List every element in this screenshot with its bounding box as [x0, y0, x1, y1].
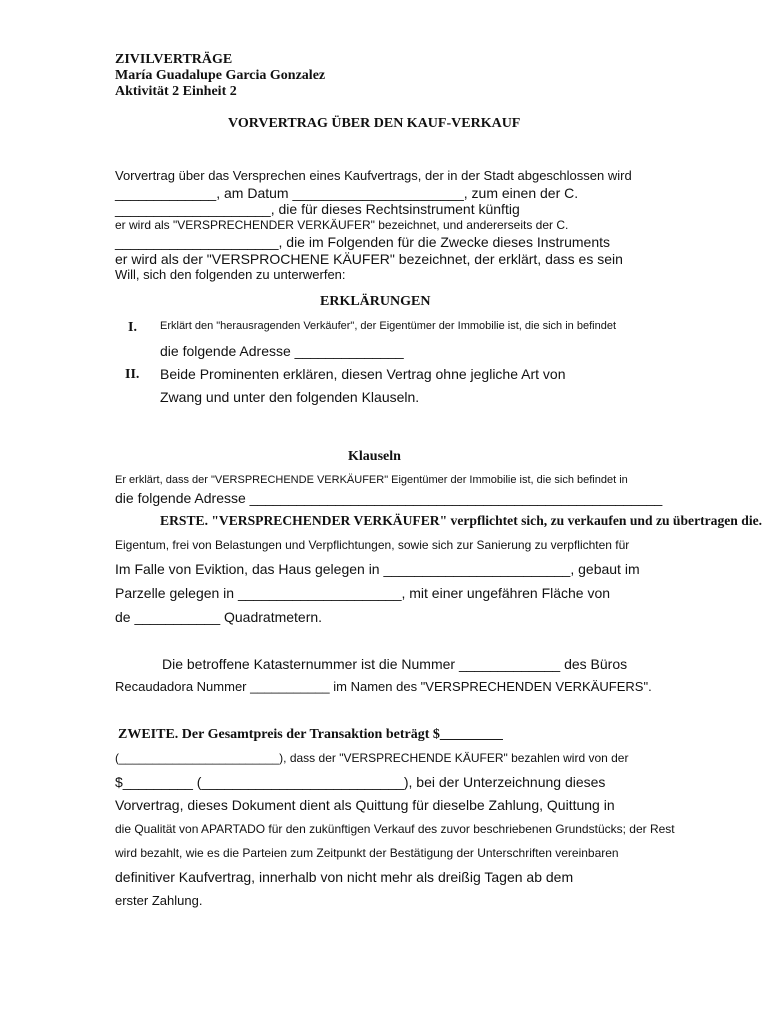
author-name: María Guadalupe Garcia Gonzalez: [115, 68, 326, 83]
second-clause-line: erster Zahlung.: [115, 893, 203, 908]
intro-line: Will, sich den folgenden zu unterwerfen:: [115, 267, 346, 282]
intro-line: _____________, am Datum ______________________, zum einen der C.: [115, 185, 579, 201]
second-clause-line: wird bezahlt, wie es die Parteien zum Zeitpunkt der Bestätigung der Unterschriften vereinbaren: [115, 846, 619, 860]
declaration-text: Erklärt den "herausragenden Verkäufer", der Eigentümer der Immobilie ist, die sich in befindet: [160, 320, 616, 332]
first-clause-heading: ERSTE. "VERSPRECHENDER VERKÄUFER" verpflichtet sich, zu verkaufen und zu übertragen die.: [160, 514, 763, 529]
clauses-preamble: Er erklärt, dass der "VERSPRECHENDE VERKÄUFER" Eigentümer der Immobilie ist, die sich befindet in: [115, 474, 628, 486]
first-clause-line: Eigentum, frei von Belastungen und Verpflichtungen, sowie sich zur Sanierung zu verpflichten für: [115, 538, 630, 552]
first-clause-line: Parzelle gelegen in _____________________, mit einer ungefähren Fläche von: [115, 585, 611, 601]
second-clause-line: die Qualität von APARTADO für den zukünftigen Verkauf des zuvor beschriebenen Grundstücks; der Rest: [115, 822, 675, 836]
intro-line: _____________________, die im Folgenden für die Zwecke dieses Instruments: [115, 234, 610, 250]
intro-line: ____________________, die für dieses Rechtsinstrument künftig: [115, 201, 520, 217]
second-clause-line: Vorvertrag, dieses Dokument dient als Quittung für dieselbe Zahlung, Quittung in: [115, 797, 615, 813]
intro-line: er wird als der "VERSPROCHENE KÄUFER" bezeichnet, der erklärt, dass es sein: [115, 251, 623, 267]
clauses-preamble: die folgende Adresse _____________________________________________________: [115, 490, 663, 506]
second-clause-heading: ZWEITE. Der Gesamtpreis der Transaktion beträgt $_________: [118, 727, 503, 742]
declaration-text: Beide Prominenten erklären, diesen Vertrag ohne jegliche Art von: [160, 366, 566, 382]
activity-label: Aktivität 2 Einheit 2: [115, 84, 237, 99]
intro-line: er wird als "VERSPRECHENDER VERKÄUFER" bezeichnet, und andererseits der C.: [115, 218, 569, 232]
second-clause-line: definitiver Kaufvertrag, innerhalb von nicht mehr als dreißig Tagen ab dem: [115, 869, 574, 885]
cadastre-line: Recaudadora Nummer ___________ im Namen des "VERSPRECHENDEN VERKÄUFERS".: [115, 679, 652, 694]
declaration-numeral: I.: [128, 320, 137, 335]
intro-line: Vorvertrag über das Versprechen eines Kaufvertrags, der in der Stadt abgeschlossen wird: [115, 168, 632, 183]
declarations-heading: ERKLÄRUNGEN: [320, 294, 431, 309]
declaration-text: Zwang und unter den folgenden Klauseln.: [160, 389, 420, 405]
declaration-numeral: II.: [125, 367, 140, 382]
document-title: VORVERTRAG ÜBER DEN KAUF-VERKAUF: [228, 116, 521, 131]
second-clause-line: (________________________), dass der "VERSPRECHENDE KÄUFER" bezahlen wird von der: [115, 751, 629, 765]
clauses-heading: Klauseln: [348, 449, 401, 464]
cadastre-line: Die betroffene Katasternummer ist die Nummer _____________ des Büros: [162, 656, 628, 672]
course-title: ZIVILVERTRÄGE: [115, 52, 233, 67]
second-clause-line: $_________ (__________________________), bei der Unterzeichnung dieses: [115, 774, 606, 790]
declaration-text: die folgende Adresse ______________: [160, 343, 404, 359]
first-clause-line: de ___________ Quadratmetern.: [115, 609, 323, 625]
first-clause-line: Im Falle von Eviktion, das Haus gelegen in ________________________, gebaut im: [115, 561, 640, 577]
